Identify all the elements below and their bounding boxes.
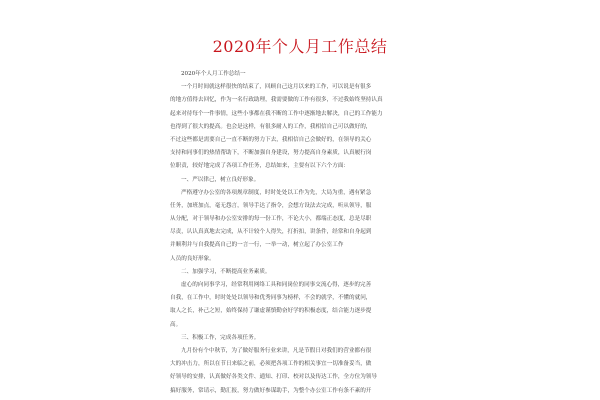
- body-line: 大的冲击力，所以在节日来临之前，必须把各项工作的相关事宜一切准备妥当，做: [170, 361, 372, 368]
- body-line: 位职责，较好地完成了各项工作任务，总结如来，主要有以下六个方面：: [170, 163, 350, 170]
- body-line: 起来对待每个一件事情，这些小事都在我不断的工作中逐渐地去解决，自己的工作能力: [170, 110, 383, 117]
- body-line: 也得到了很大的提高。也会是这样，有很多耐人的工作，我相信自己可以做好的，: [170, 123, 372, 130]
- body-line: 人员的良好形象。: [170, 255, 215, 262]
- document-title: 2020年个人月工作总结: [212, 37, 388, 56]
- body-line: 搞好服务，常请示，勤汇报，努力做好参谋助手，为整个办公室工作有条不紊的开: [170, 387, 372, 394]
- body-line: 好领导的安排，认真做好各类文件、通知、打印、校对以及传达工作，全方位为领导: [170, 374, 377, 381]
- body-line: 高。: [170, 321, 182, 328]
- body-line: 自我，在工作中，时时处处以领导和优秀同事为榜样，不会的就学，不懂的就问，: [170, 295, 372, 302]
- body-line: 一、严以律己，树立良好形象。: [181, 176, 260, 183]
- body-line: 2020年个人月工作总结一: [181, 71, 246, 77]
- body-line: 一个月时间就这样很快的结束了，回顾自己这月以来的工作，可以说是有很多: [181, 84, 372, 91]
- body-line: 任务，加班加点，毫无怨言，领导手达了指令，会想方设法去完成，听从领导，服: [170, 202, 372, 209]
- body-line: 并顺利并与自我提高自己的一言一行，一举一动，树立起了办公室工作: [170, 242, 344, 249]
- body-line: 严格遵守办公室的各项规章制度，时时处处以工作为先，大局为重，遇有紧急: [181, 189, 372, 196]
- body-line: 的地方值得去回忆，作为一名行政助理，我需要做的工作有很多，不过我始终坚持认真: [170, 97, 383, 104]
- body-line: 虚心的向同事学习，经常利用网络工具和同岗位的同事交流心得，逐步的完善: [181, 282, 372, 288]
- body-line: 从分配，对于领导和办公室安排的每一份工作，不论大小，都端正态度，总是尽职: [170, 216, 372, 223]
- body-line: 九月份有个中秋节，为了做好服务行业来讲，凡是节假日对我们的营业都有很: [181, 347, 372, 354]
- body-line: 二、加强学习，不断提高业务素质。: [181, 268, 271, 275]
- body-line: 支持和同事们的热情帮助下，不断加强自身建设，努力提高自身素质，认真履行岗: [170, 150, 372, 157]
- body-line: 三、积极工作，完成各项任务。: [181, 334, 260, 341]
- body-line: 尽责，认认真真地去完成，从不计较个人得失，打折扣，讲条件，经常和自身起到: [170, 229, 372, 236]
- body-line: 取人之长，补己之短，始终保持了谦虚谨慎勤奋好学的积极态度，结合能力逐步提: [170, 308, 372, 315]
- body-line: 不过这些都是需要自己一直不断的努力下去，我相信自己会做好的，在领导的关心: [170, 136, 372, 143]
- document-body: [170, 68, 432, 398]
